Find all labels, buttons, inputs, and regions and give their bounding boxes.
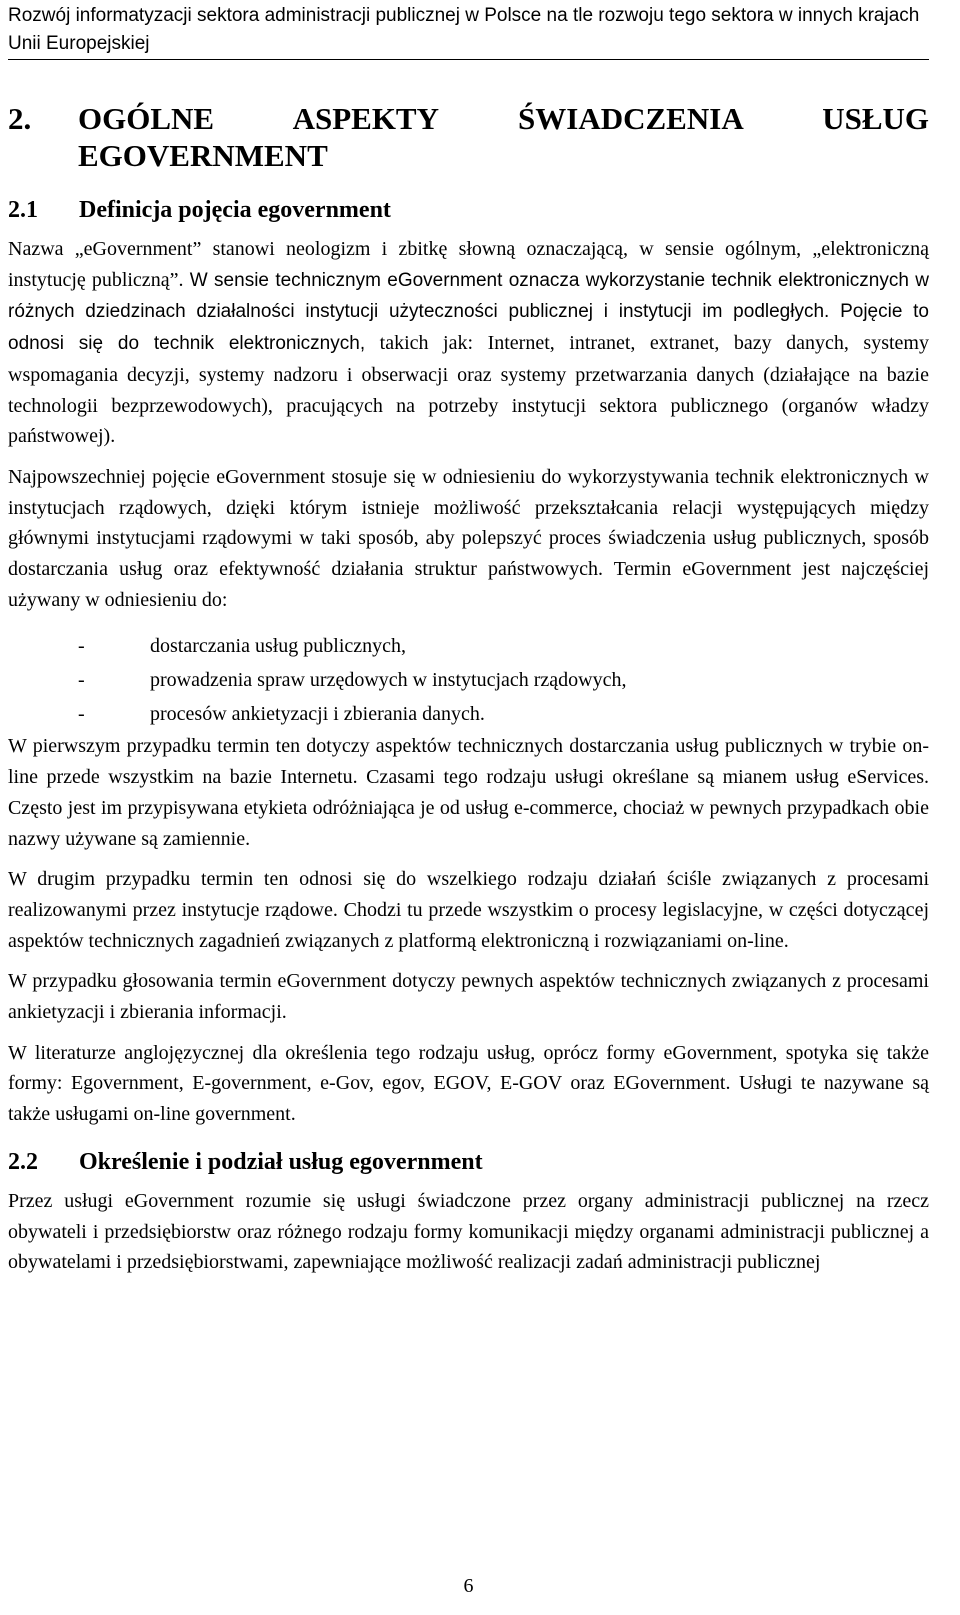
paragraph: W drugim przypadku termin ten odnosi się do wszelkiego rodzaju działań ściśle związanych z procesami realizowanymi przez instytucje rządowe. Chodzi tu przede wszystkim o procesy legislacyjne, w części dotyczącej aspektów technicznych zagadnień związanych z platformą elektroniczną i rozwiązaniami on-line. [8, 868, 929, 952]
paragraph: W literaturze anglojęzycznej dla określenia tego rodzaju usług, oprócz formy eGovernment, spotyka się także formy: Egovernment, E-government, e-Gov, egov, EGOV, E-GOV oraz EGovernment. Usługi te nazywane są także usługami on-line government. [8, 1041, 929, 1126]
section-heading [8, 1146, 929, 1178]
chapter-title-continued [8, 137, 929, 174]
list-dash: - [78, 635, 85, 658]
list-dash: - [78, 703, 85, 726]
chapter-title [8, 100, 929, 137]
list-item [8, 697, 929, 731]
chapter-number: 2. [8, 101, 32, 136]
list-item-text: dostarczania usług publicznych, [150, 635, 407, 658]
section-title: Określenie i podział usług egovernment [79, 1148, 483, 1175]
paragraph: W przypadku głosowania termin eGovernment dotyczy pewnych aspektów technicznych związanych z procesami ankietyzacji i zbierania informacji. [8, 970, 929, 1024]
chapter-title-line1: OGÓLNE ASPEKTY ŚWIADCZENIA USŁUG [78, 101, 929, 136]
paragraph-text: takich jak: Internet, intranet, extranet, bazy danych, systemy wspomagania decyzji, systemy nadzoru i obserwacji oraz systemy przetwarzania danych (działające na bazie technologii bezprzewodowych), pracujących na potrzeby instytucji sektora publicznego (organów władzy państwowej). [8, 332, 929, 448]
list-item-text: procesów ankietyzacji i zbierania danych. [150, 703, 485, 726]
document-page [8, 0, 930, 1597]
paragraph-text: Pojęcie to odnosi się do technik elektronicznych, [8, 301, 929, 355]
paragraph-text: Nazwa „eGovernment” stanowi neologizm i zbitkę słowną oznaczającą, w sensie ogólnym, „elektroniczną instytucję publiczną”. [8, 238, 929, 291]
section-number: 2.2 [8, 1148, 38, 1175]
paragraph-text: W sensie technicznym eGovernment oznacza wykorzystanie technik elektronicznych w różnych dziedzinach działalności instytucji użyteczności publicznej i instytucji im podległych. [8, 269, 930, 323]
list-item [8, 629, 929, 663]
running-header: Rozwój informatyzacji sektora administracji publicznej w Polsce na tle rozwoju tego sektora w innych krajach Unii Europejskiej [8, 0, 929, 60]
paragraph: W pierwszym przypadku termin ten dotyczy aspektów technicznych dostarczania usług publicznych w trybie on-line przede wszystkim na bazie Internetu. Czasami tego rodzaju usługi określane są mianem usług eServices. Często jest im przypisywana etykieta odróżniająca je od usług e-commerce, chociaż w pewnych przypadkach obie nazwy używane są zamiennie. [8, 735, 929, 850]
list-item [8, 663, 929, 697]
list-item-text: prowadzenia spraw urzędowych w instytucjach rządowych, [150, 669, 627, 692]
paragraph: Najpowszechniej pojęcie eGovernment stosuje się w odniesieniu do wykorzystywania technik elektronicznych w instytucjach rządowych, dzięki którym istnieje możliwość przekształcania relacji występujących między głównymi instytucjami rządowymi w taki sposób, aby polepszyć proces świadczenia usług publicznych, sposób dostarczania usług oraz efektywność działania struktur państwowych. Termin eGovernment jest najczęściej używany w odniesieniu do: [8, 465, 929, 611]
paragraph: Przez usługi eGovernment rozumie się usługi świadczone przez organy administracji publicznej na rzecz obywateli i przedsiębiorstw oraz różnego rodzaju formy komunikacji między organami administracji publicznej a obywatelami i przedsiębiorstwami, zapewniające możliwość realizacji zadań administracji publicznej [8, 1189, 929, 1274]
section-heading [8, 194, 929, 226]
section-title: Definicja pojęcia egovernment [79, 197, 391, 223]
bullet-list [8, 629, 929, 731]
paragraph [8, 234, 929, 452]
page-number: 6 [463, 1575, 474, 1597]
chapter-title-line2: EGOVERNMENT [78, 138, 328, 173]
list-dash: - [78, 669, 85, 692]
section-number: 2.1 [8, 197, 38, 223]
